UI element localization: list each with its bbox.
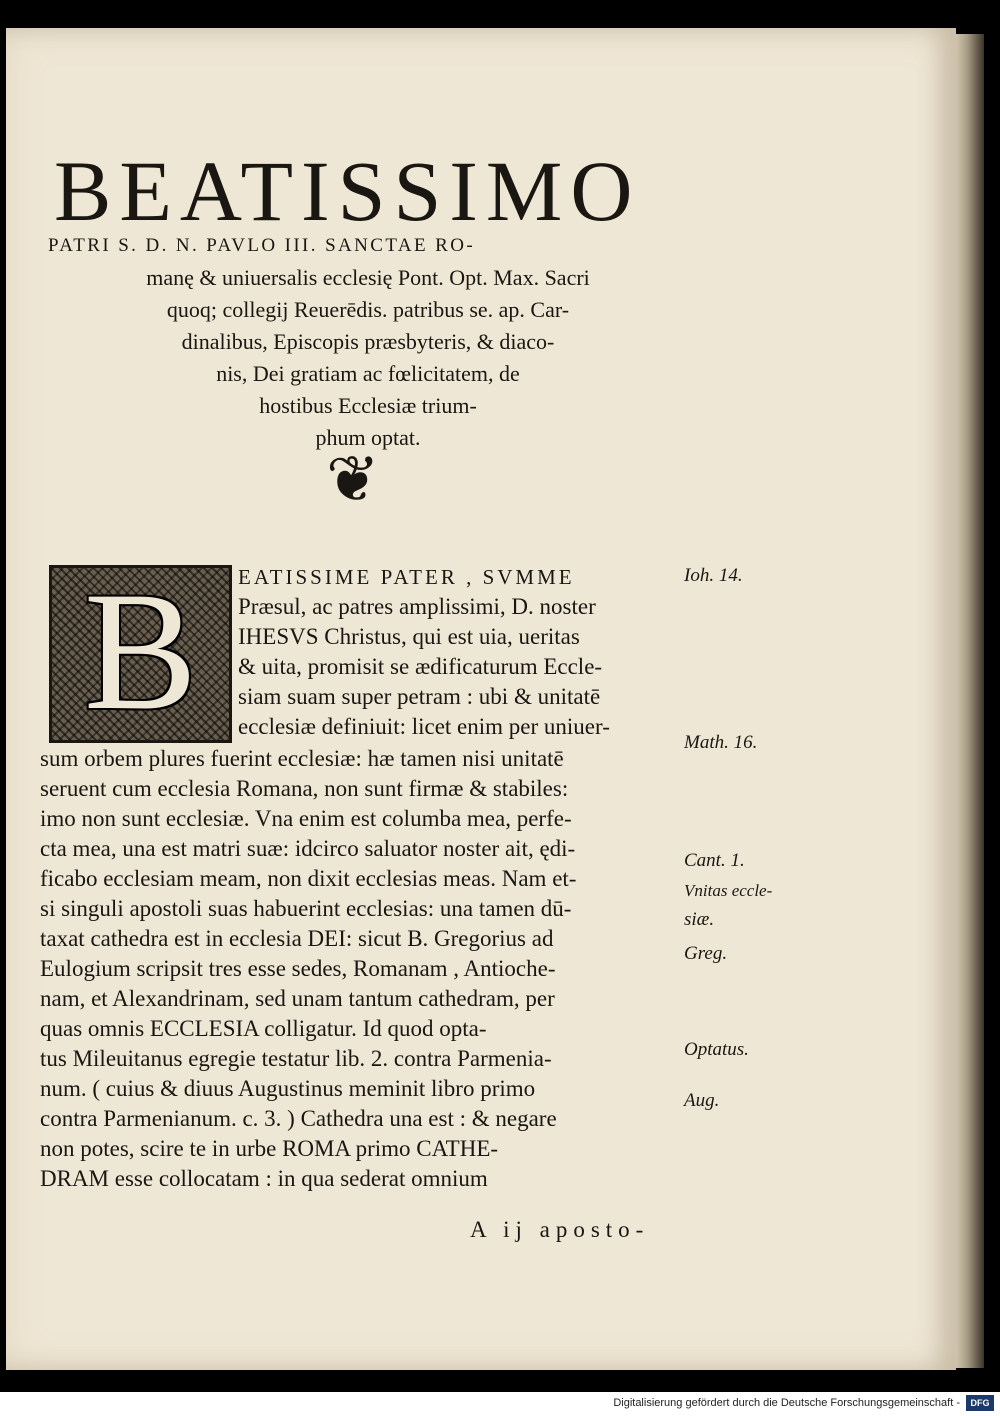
body-line: nam, et Alexandrinam, sed unam tantum cathedram, per [40, 986, 555, 1011]
dfg-logo: DFG [966, 1395, 994, 1411]
decorated-initial [49, 557, 232, 745]
heading-line: nis, Dei gratiam ac fœlicitatem, de [216, 361, 520, 386]
margin-note: Greg. [684, 943, 728, 964]
page-edge [956, 34, 984, 1368]
body-line: DRAM esse collocatam : in qua sederat omnium [40, 1166, 488, 1191]
heading-line: PATRI S. D. N. PAVLO III. SANCTAE RO- [48, 235, 476, 256]
body-line: EATISSIME PATER , SVMME [238, 565, 575, 589]
heading-line: hostibus Ecclesiæ trium- [259, 393, 477, 418]
body-line: siam suam super petram : ubi & unitatē [238, 684, 601, 709]
body-line: taxat cathedra est in ecclesia DEI: sicut B. Gregorius ad [40, 926, 554, 951]
body-line: sum orbem plures fuerint ecclesiæ: hæ tamen nisi unitatē [40, 746, 564, 771]
margin-note: Optatus. [684, 1039, 749, 1060]
body-line: ecclesiæ definiuit: licet enim per uniuer- [238, 714, 610, 739]
body-line: seruent cum ecclesia Romana, non sunt firmæ & stabiles: [40, 776, 569, 801]
margin-note: siæ. [684, 909, 715, 930]
body-line: IHESVS Christus, qui est uia, ueritas [238, 624, 580, 649]
margin-note: Cant. 1. [684, 850, 745, 871]
heading-line: dinalibus, Episcopis præsbyteris, & diaco- [181, 329, 555, 354]
body-line: & uita, promisit se ædificaturum Eccle- [238, 654, 603, 679]
heading-line: phum optat. [315, 425, 421, 450]
dedication-heading [48, 230, 688, 454]
page-title: BEATISSIMO [54, 143, 641, 239]
body-line: ficabo ecclesiam meam, non dixit ecclesias meas. Nam et- [40, 866, 577, 891]
body-line: quas omnis ECCLESIA colligatur. Id quod opta- [40, 1016, 487, 1041]
body-line: imo non sunt ecclesiæ. Vna enim est columba mea, perfe- [40, 806, 572, 831]
body-line: Præsul, ac patres amplissimi, D. noster [238, 594, 596, 619]
catchword: A ij aposto- [470, 1217, 650, 1242]
ornament-icon: ❦ [326, 444, 380, 515]
body-line: si singuli apostoli suas habuerint ecclesias: una tamen dū- [40, 896, 572, 921]
body-line: non potes, scire te in urbe ROMA primo CATHE- [40, 1136, 499, 1161]
margin-note: Math. 16. [684, 732, 758, 753]
initial-letter: B [83, 557, 198, 745]
body-line: Eulogium scripsit tres esse sedes, Romanam , Antioche- [40, 956, 556, 981]
margin-note: Aug. [684, 1090, 720, 1111]
body-line: tus Mileuitanus egregie testatur lib. 2. contra Parmenia- [40, 1046, 552, 1071]
body-line: num. ( cuius & diuus Augustinus meminit libro primo [40, 1076, 536, 1101]
margin-note: Ioh. 14. [684, 565, 743, 586]
footer-credit: Digitalisierung gefördert durch die Deutsche Forschungsgemeinschaft - [613, 1397, 960, 1409]
heading-line: manę & uniuersalis ecclesię Pont. Opt. Max. Sacri [146, 265, 590, 290]
heading-line: quoq; collegij Reuerēdis. patribus se. ap. Car- [166, 297, 570, 322]
body-line: contra Parmenianum. c. 3. ) Cathedra una est : & negare [40, 1106, 557, 1131]
body-line: cta mea, una est matri suæ: idcirco saluator noster ait, ędi- [40, 836, 576, 861]
margin-note: Vnitas eccle- [684, 881, 773, 900]
